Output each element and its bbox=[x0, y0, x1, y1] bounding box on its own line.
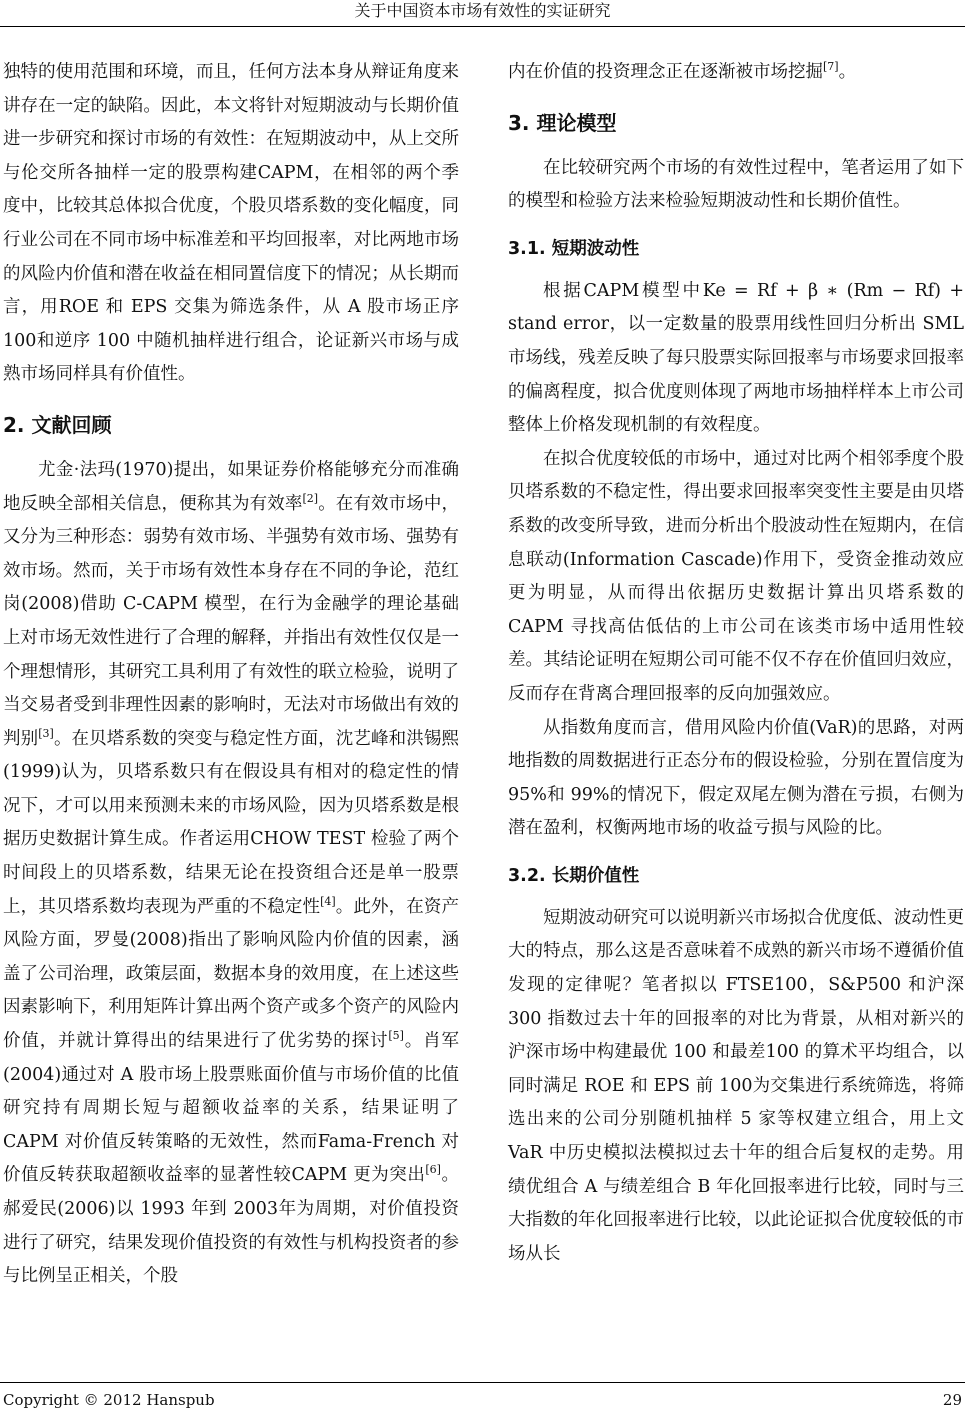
citation-5[interactable]: [5] bbox=[388, 1029, 404, 1043]
paragraph-literature-review bbox=[3, 454, 459, 1294]
citation-7[interactable]: [7] bbox=[823, 60, 839, 74]
citation-2[interactable]: [2] bbox=[302, 491, 319, 505]
citation-6[interactable]: [6] bbox=[425, 1163, 441, 1177]
text-run: 尤金·法玛(1970)提出，如果证券价格能够充分而准确地反映全部相关信息，便称其为有效率 bbox=[3, 459, 459, 514]
paragraph-beta-instability: 在拟合优度较低的市场中，通过对比两个相邻季度个股贝塔系数的不稳定性，得出要求回报率突变性主要是由贝塔系数的改变所导致，进而分析出个股波动性在短期内，在信息联动(Information Cascade)作用下，受资金推动效应更为明显，从而得出依据历史数据计算出贝塔系数的 CAPM 寻找高估低估的上市公司在该类市场中适用性较差。其结论证明在短期公司可能不仅不存在价值回归效应，反而存在背离合理回报率的反向加强效应。 bbox=[508, 448, 964, 704]
text-run: 内在价值的投资理念正在逐渐被市场挖掘 bbox=[508, 62, 823, 82]
header-rule bbox=[0, 26, 965, 27]
text-run: 。在有效市场中，又分为三种形态：弱势有效市场、半强势有效市场、强势有效市场。然而，关于市场有效性本身存在不同的争论，范红岗(2008)借助 C-CAPM 模型，在行为金融学的理论基础上对市场无效性进行了合理的解释，并指出有效性仅仅是一个理想情形，其研究工具利用了有效性的联立检验，说明了当交易者受到非理性因素的影响时，无法对市场做出有效的判别 bbox=[3, 493, 460, 749]
subsection-heading-short-term: 3.1. 短期波动性 bbox=[508, 238, 640, 259]
section-heading-theoretical-model: 3. 理论模型 bbox=[508, 110, 617, 135]
subsection-heading-long-term: 3.2. 长期价值性 bbox=[508, 865, 640, 886]
text-run: 。肖军(2004)通过对 A 股市场上股票账面价值与市场价值的比值研究持有周期长短与超额收益率的关系，结果证明了 CAPM 对价值反转策略的无效性，然而Fama-French 对价值反转获取超额收益率的显著性较CAPM 更为突出 bbox=[3, 1031, 460, 1186]
running-head-title: 关于中国资本市场有效性的实证研究 bbox=[354, 1, 611, 20]
footer-rule bbox=[0, 1382, 965, 1383]
citation-4[interactable]: [4] bbox=[320, 894, 336, 908]
footer-page-number: 29 bbox=[942, 1391, 962, 1409]
paragraph-capm: 根据CAPM模型中Ke = Rf + β ∗ (Rm − Rf) + stand error，以一定数量的股票用线性回归分析出 SML 市场线，残差反映了每只股票实际回报率与市场要求回报率的偏离程度，拟合优度则体现了两地市场抽样样本上市公司整体上价格发现机制的有效程度。 bbox=[508, 280, 964, 436]
text-run: 。在贝塔系数的突变与稳定性方面，沈艺峰和洪锡熙(1999)认为，贝塔系数只有在假设具有相对的稳定性的情况下，才可以用来预测未来的市场风险，因为贝塔系数是根据历史数据计算生成。作者运用CHOW TEST 检验了两个时间段上的贝塔系数，结果无论在投资组合还是单一股票上，其贝塔系数均表现为严重的不稳定性 bbox=[3, 728, 460, 917]
text-run: 。 bbox=[838, 62, 857, 82]
text-run: 。郝爱民(2006)以 1993 年到 2003年为周期，对价值投资进行了研究，结果发现价值投资的有效性与机构投资者的参与比例呈正相关，个股 bbox=[3, 1165, 459, 1287]
paragraph-intro-continuation: 独特的使用范围和环境，而且，任何方法本身从辩证角度来讲存在一定的缺陷。因此，本文将针对短期波动与长期价值进一步研究和探讨市场的有效性：在短期波动中，从上交所与伦交所各抽样一定的股票构建CAPM，在相邻的两个季度中，比较其总体拟合优度，个股贝塔系数的变化幅度，同行业公司在不同市场中标准差和平均回报率，对比两地市场的风险内价值和潜在收益在相同置信度下的情况；从长期而言，用ROE 和 EPS 交集为筛选条件，从 A 股市场正序 100和逆序 100 中随机抽样进行组合，论证新兴市场与成熟市场同样具有价值性。 bbox=[3, 62, 459, 385]
paragraph-model-intro: 在比较研究两个市场的有效性过程中，笔者运用了如下的模型和检验方法来检验短期波动性和长期价值性。 bbox=[508, 157, 964, 212]
right-column bbox=[508, 56, 964, 1271]
paragraph-review-continuation bbox=[508, 56, 964, 90]
paragraph-long-term-value: 短期波动研究可以说明新兴市场拟合优度低、波动性更大的特点，那么这是否意味着不成熟的新兴市场不遵循价值发现的定律呢？笔者拟以 FTSE100，S&P500 和沪深 300 指数过去十年的回报率的对比为背景，从相对新兴的沪深市场中构建最优 100 和最差100 的算术平均组合，以同时满足 ROE 和 EPS 前 100为交集进行系统筛选，将筛选出来的公司分别随机抽样 5 家等权建立组合，用上文 VaR 中历史模拟法模拟过去十年的组合后复权的走势。用绩优组合 A 与绩差组合 B 年化回报率进行比较，同时与三大指数的年化回报率进行比较，以此论证拟合优度较低的市场从长 bbox=[508, 907, 964, 1264]
footer-copyright: Copyright © 2012 Hanspub bbox=[3, 1391, 215, 1409]
section-heading-literature-review: 2. 文献回顾 bbox=[3, 412, 112, 437]
paragraph-var: 从指数角度而言，借用风险内价值(VaR)的思路，对两地指数的周数据进行正态分布的假设检验，分别在置信度为 95%和 99%的情况下，假定双尾左侧为潜在亏损，右侧为潜在盈利，权衡两地市场的收益亏损与风险的比。 bbox=[508, 717, 964, 839]
left-column bbox=[3, 56, 459, 1294]
text-run: 。此外，在资产风险方面，罗曼(2008)指出了影响风险内价值的因素，涵盖了公司治理，政策层面，数据本身的效用度，在上述这些因素影响下，利用矩阵计算出两个资产或多个资产的风险内价值，并就计算得出的结果进行了优劣势的探讨 bbox=[3, 896, 460, 1052]
running-head bbox=[0, 0, 965, 36]
citation-3[interactable]: [3] bbox=[38, 726, 54, 740]
